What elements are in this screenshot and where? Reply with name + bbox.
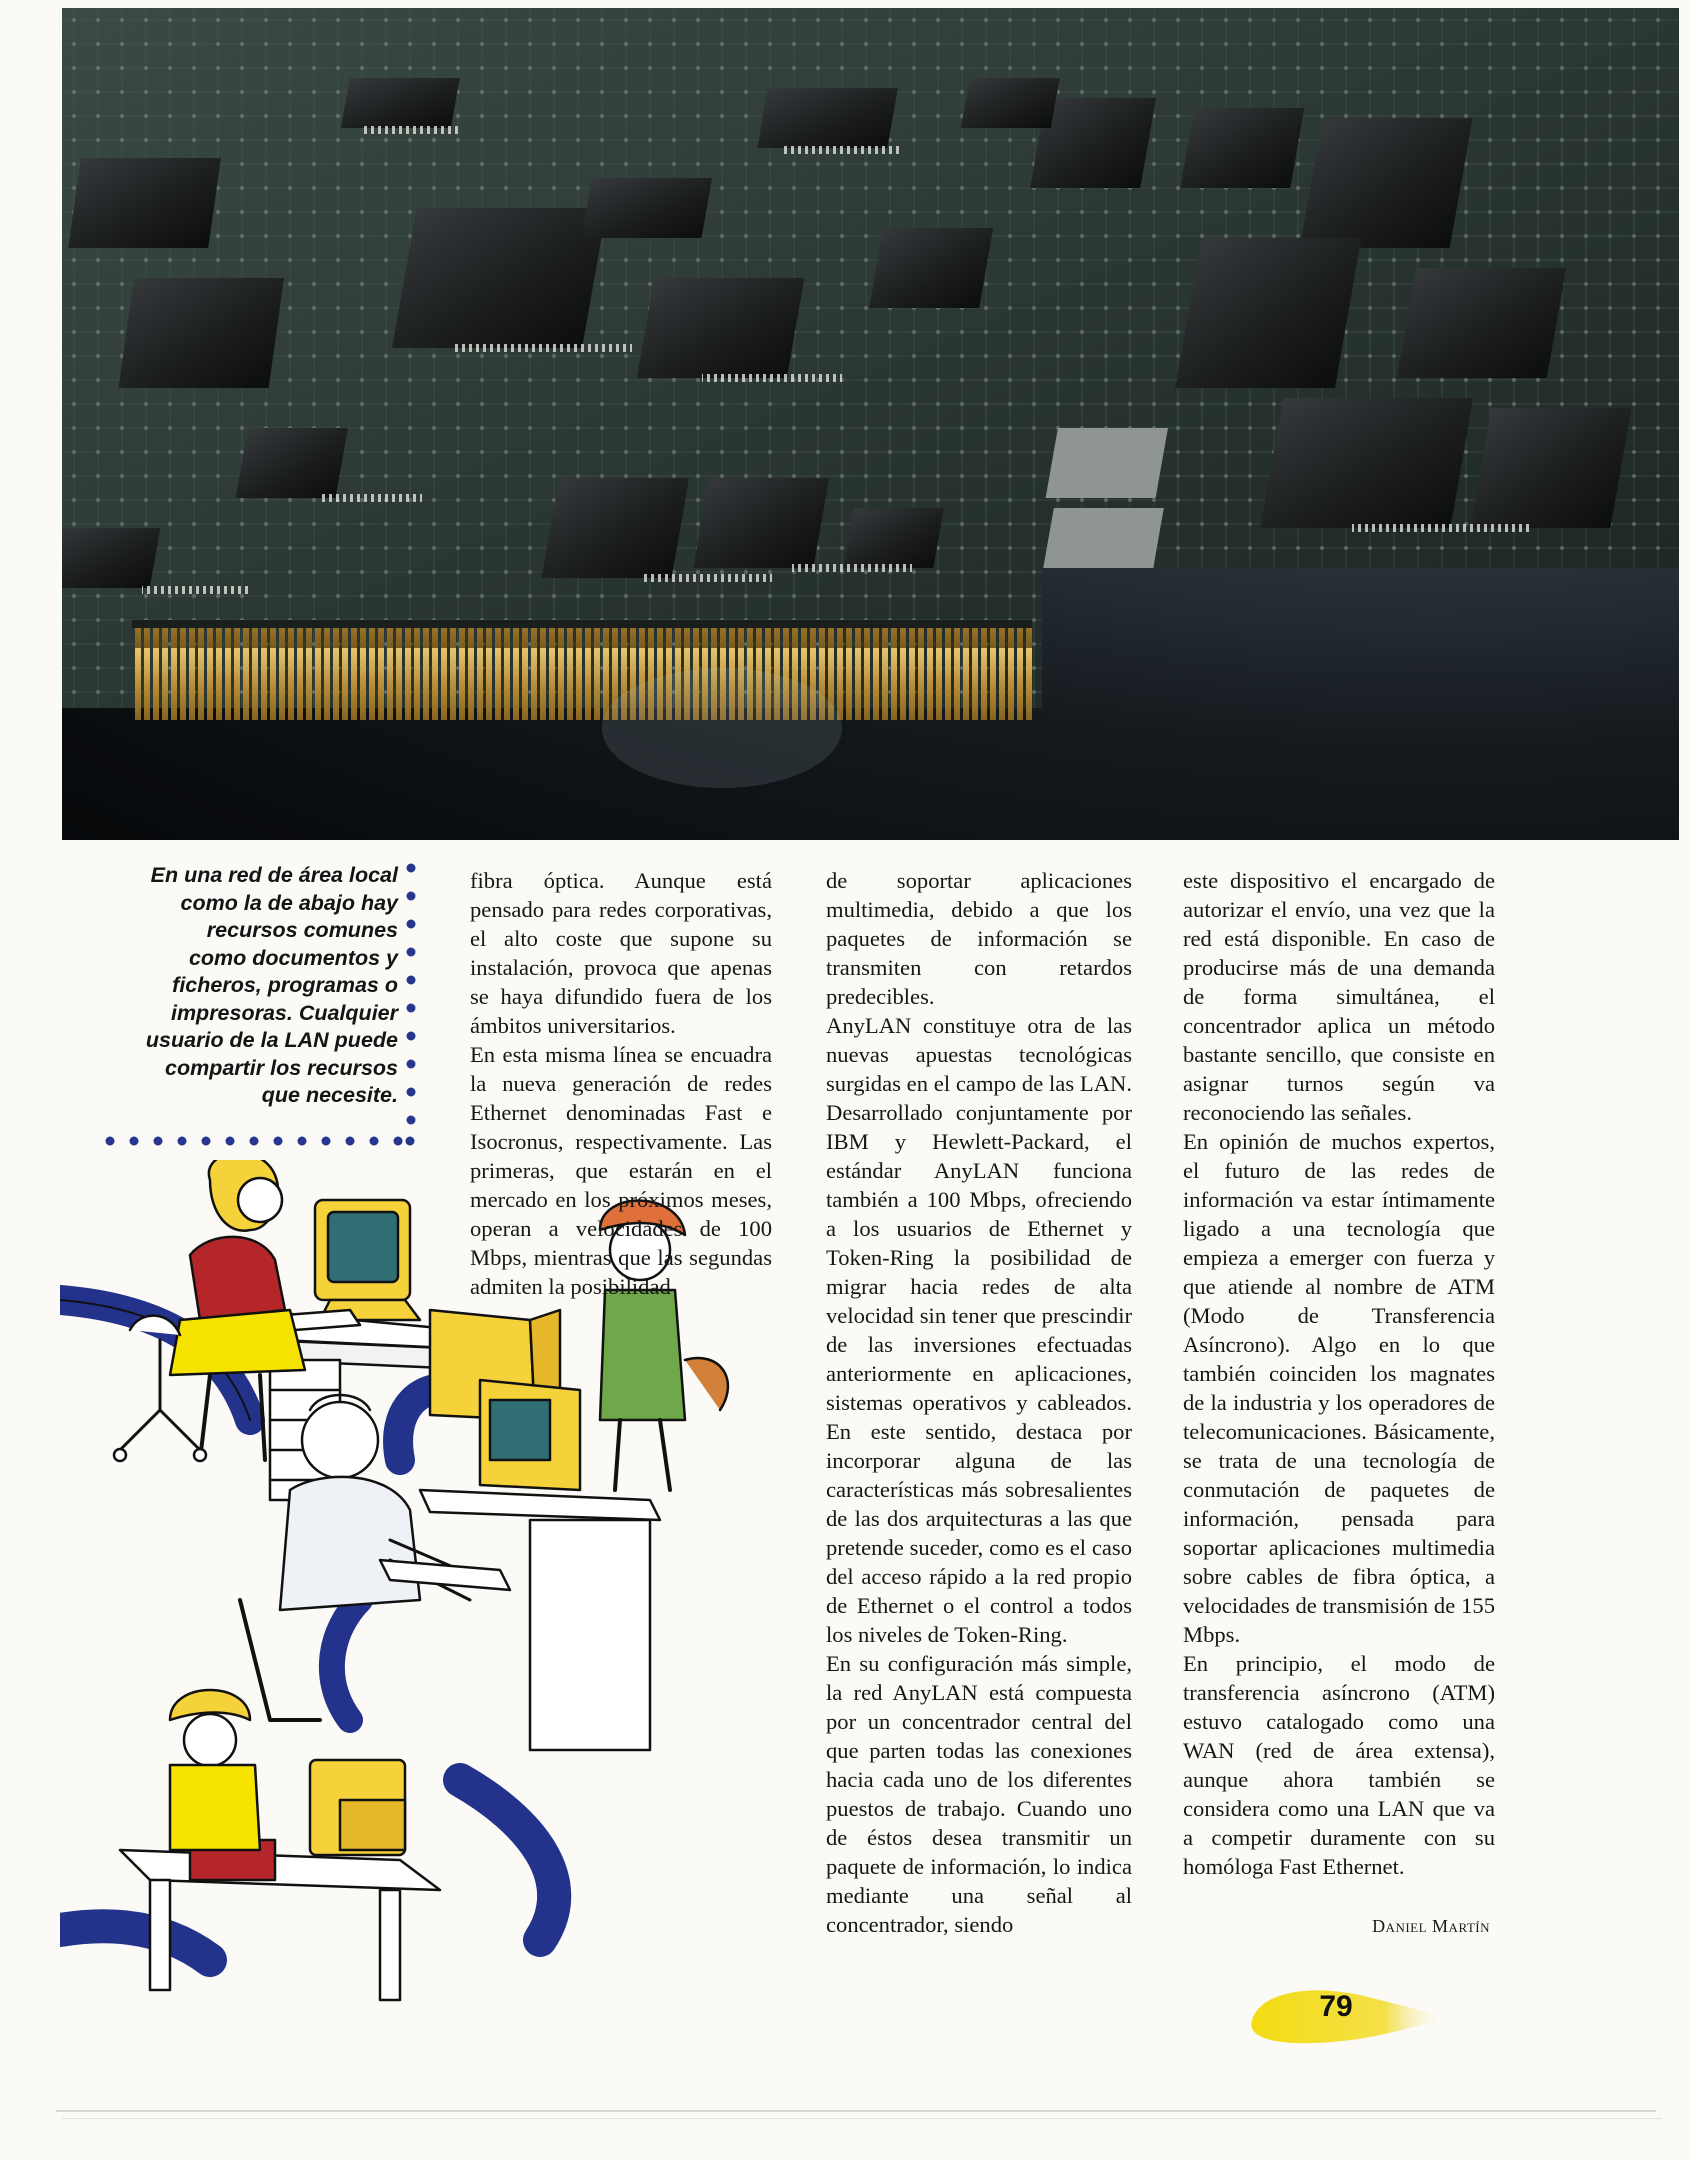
caption-line: impresoras. Cualquier xyxy=(170,1000,398,1025)
paragraph: fibra óptica. Aunque está pensado para redes corporativas, el alto coste que supone su instalación, provoca que apenas se haya difundido fuera de los ámbitos universitarios. xyxy=(470,868,772,1038)
bottom-rule-secondary xyxy=(62,2118,1662,2119)
caption-dot-border-horizontal xyxy=(104,1135,416,1147)
paragraph: En su configuración más simple, la red AnyLAN está compuesta por un concentrador central del que parten todas las conexiones hacia cada uno de los diferentes puestos de trabajo. Cuando uno de éstos desea transmitir un paquete de información, lo indica mediante una señal al concentrador, siendo xyxy=(826,1651,1132,1937)
photo-caption xyxy=(88,862,398,1110)
paragraph: AnyLAN constituye otra de las nuevas apuestas tecnológicas surgidas en el campo de las LAN. Desarrollado conjuntamente por IBM y Hewlett-Packard, el estándar AnyLAN funciona también a 100 Mbps, ofreciendo a los usuarios de Ethernet y Token-Ring la posibilidad de migrar hacia redes de alta velocidad sin tener que prescindir de las inversiones efectuadas anteriormente en aplicaciones, sistemas operativos y cableados. En este sentido, destaca por incorporar alguna de las características más sobresalientes de las dos arquitecturas a las que pretende suceder, como es el caso del acceso rápido a la red propio de Ethernet o el control a todos los niveles de Token-Ring. xyxy=(826,1013,1132,1647)
page-number-badge xyxy=(1232,1980,1442,2060)
paragraph: de soportar aplicaciones multimedia, debido a que los paquetes de información se transmiten con retardos predecibles. xyxy=(826,868,1132,1009)
bottom-rule xyxy=(56,2110,1656,2112)
caption-line: como la de abajo hay xyxy=(180,890,398,915)
circuit-board-photo xyxy=(62,8,1679,840)
article-column-2 xyxy=(826,866,1132,1939)
paragraph: En principio, el modo de transferencia asíncrono (ATM) estuvo catalogado como una WAN (red de área extensa), aunque ahora también se considera como una LAN que va a competir duramente con su homóloga Fast Ethernet. xyxy=(1183,1651,1495,1879)
paragraph: este dispositivo el encargado de autorizar el envío, una vez que la red está disponible. En caso de producirse más de una demanda de forma simultánea, el concentrador aplica un método bastante sencillo, que consiste en asignar turnos según va reconociendo las señales. xyxy=(1183,868,1495,1125)
circuit-board-illustration xyxy=(62,8,1679,840)
article-column-1 xyxy=(470,866,772,1301)
article-column-3 xyxy=(1183,866,1495,1881)
caption-line: que necesite. xyxy=(261,1083,398,1107)
caption-line: usuario de la LAN puede xyxy=(145,1028,398,1052)
caption-line: En una red de área local xyxy=(150,863,398,887)
page-number: 79 xyxy=(1319,1990,1353,2023)
paragraph: En esta misma línea se encuadra la nueva generación de redes Ethernet denominadas Fast e Isocronus, respectivamente. Las primeras, que estarán en el mercado en los próximos meses, operan a velocidades de 100 Mbps, mientras que las segundas admiten la posibilidad xyxy=(470,1042,772,1299)
author-byline: Daniel Martín xyxy=(1372,1916,1490,1936)
caption-line: como documentos y xyxy=(188,945,398,970)
paragraph: En opinión de muchos expertos, el futuro de las redes de información va estar íntimamente ligado a una tecnología que empieza a emerger con fuerza y que atiende al nombre de ATM (Modo de Transferencia Asíncrono). Algo en lo que también coinciden los magnates de la industria y los operadores de telecomunicaciones. Básicamente, se trata de una tecnología de conmutación de paquetes de información, pensada para soportar aplicaciones multimedia sobre cables de fibra óptica, a velocidades de transmisión de 155 Mbps. xyxy=(1183,1129,1495,1647)
caption-line: ficheros, programas o xyxy=(172,973,398,997)
caption-line: recursos comunes xyxy=(206,918,398,942)
caption-line: compartir los recursos xyxy=(164,1055,398,1080)
caption-dot-border-vertical xyxy=(406,860,416,1160)
